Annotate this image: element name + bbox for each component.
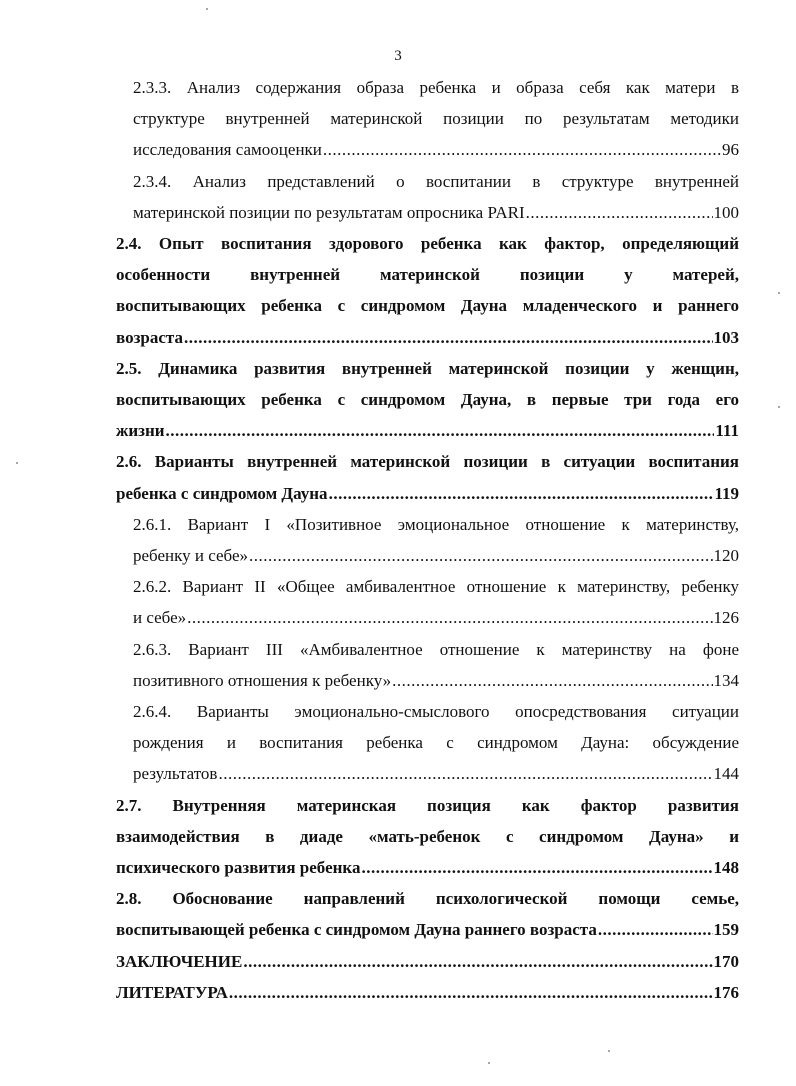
toc-line: 2.6.3. Вариант III «Амбивалентное отношение к материнству на фоне: [133, 639, 739, 659]
toc-page-number: 170: [713, 951, 739, 971]
toc-line: 2.4. Опыт воспитания здорового ребенка как фактор, определяющий: [116, 234, 739, 254]
toc-page-number: 144: [713, 764, 739, 784]
toc-line: ЗАКЛЮЧЕНИЕ: [116, 951, 243, 971]
toc-line: 2.6.2. Вариант II «Общее амбивалентное отношение к материнству, ребенку: [133, 577, 739, 597]
toc-line: 2.3.3. Анализ содержания образа ребенка и образа себя как матери в: [133, 78, 739, 97]
scan-speck: [488, 1062, 490, 1064]
toc-line: результатов: [133, 764, 218, 784]
toc-line: и себе»: [133, 608, 187, 628]
toc-entry-2-6-1[interactable]: [133, 509, 739, 571]
scan-speck: [778, 292, 780, 294]
toc-entry-2-3-4[interactable]: [133, 166, 739, 228]
toc-line: ребенка с синдромом Дауна: [116, 483, 328, 503]
toc-entry-conclusion[interactable]: [116, 946, 739, 977]
scan-speck: [206, 8, 208, 10]
toc-page-number: 103: [713, 327, 739, 347]
leader-dots: [184, 322, 713, 353]
toc-line: взаимодействия в диаде «мать-ребенок с синдромом Дауна» и: [116, 826, 739, 846]
scan-speck: [778, 406, 780, 408]
toc-page-number: 159: [713, 920, 739, 940]
toc-page-number: 111: [715, 421, 739, 441]
toc-line: воспитывающих ребенка с синдромом Дауна, в первые три года его: [116, 390, 739, 410]
toc-line: воспитывающих ребенка с синдромом Дауна младенческого и раннего: [116, 296, 739, 316]
scan-speck: [16, 462, 18, 464]
toc-entry-2-4[interactable]: [116, 228, 739, 353]
toc-entry-literature[interactable]: [116, 977, 739, 1008]
leader-dots: [329, 478, 714, 509]
toc-line: 2.7. Внутренняя материнская позиция как фактор развития: [116, 795, 739, 815]
table-of-contents: [0, 72, 796, 1008]
leader-dots: [249, 540, 713, 571]
leader-dots: [361, 852, 712, 883]
toc-entry-2-3-3[interactable]: [133, 72, 739, 166]
toc-line: возраста: [116, 327, 183, 347]
leader-dots: [392, 665, 712, 696]
toc-line: особенности внутренней материнской позиции у матерей,: [116, 265, 739, 285]
toc-entry-2-5[interactable]: [116, 353, 739, 447]
toc-line: 2.3.4. Анализ представлений о воспитании в структуре внутренней: [133, 171, 739, 191]
toc-entry-2-7[interactable]: [116, 790, 739, 884]
toc-line: 2.6. Варианты внутренней материнской позиции в ситуации воспитания: [116, 452, 739, 472]
toc-line: воспитывающей ребенка с синдромом Дауна раннего возраста: [116, 920, 597, 940]
toc-line: 2.8. Обоснование направлений психологической помощи семье,: [116, 889, 739, 909]
toc-entry-2-6-2[interactable]: [133, 571, 739, 633]
toc-entry-2-6[interactable]: [116, 446, 739, 508]
toc-entry-2-6-4[interactable]: [133, 696, 739, 790]
toc-page-number: 119: [714, 483, 739, 503]
toc-line: рождения и воспитания ребенка с синдромом Дауна: обсуждение: [133, 733, 739, 753]
toc-line: позитивного отношения к ребенку»: [133, 670, 392, 690]
leader-dots: [323, 134, 721, 165]
leader-dots: [526, 197, 713, 228]
toc-line: структуре внутренней материнской позиции по результатам методики: [133, 109, 739, 129]
toc-page-number: 148: [713, 858, 739, 878]
toc-line: ЛИТЕРАТУРА: [116, 982, 228, 1002]
toc-line: 2.6.4. Варианты эмоционально-смыслового опосредствования ситуации: [133, 702, 739, 722]
toc-page-number: 96: [722, 140, 739, 160]
toc-line: материнской позиции по результатам опросника PARI: [133, 202, 525, 222]
toc-line: психического развития ребенка: [116, 858, 361, 878]
leader-dots: [166, 415, 715, 446]
toc-page-number: 176: [713, 982, 739, 1002]
toc-line: ребенку и себе»: [133, 546, 248, 566]
toc-page-number: 120: [713, 546, 739, 566]
toc-entry-2-6-3[interactable]: [133, 634, 739, 696]
toc-page-number: 100: [713, 202, 739, 222]
toc-entry-2-8[interactable]: [116, 883, 739, 945]
leader-dots: [218, 758, 712, 789]
toc-page-number: 126: [713, 608, 739, 628]
scan-speck: [608, 1050, 610, 1052]
leader-dots: [229, 977, 713, 1008]
toc-line: 2.5. Динамика развития внутренней материнской позиции у женщин,: [116, 358, 739, 378]
leader-dots: [187, 602, 712, 633]
toc-page-number: 134: [713, 670, 739, 690]
leader-dots: [598, 914, 713, 945]
toc-line: 2.6.1. Вариант I «Позитивное эмоциональное отношение к материнству,: [133, 514, 739, 534]
leader-dots: [243, 946, 712, 977]
toc-line: жизни: [116, 421, 165, 441]
page-number: 3: [394, 48, 402, 64]
toc-line: исследования самооценки: [133, 140, 322, 160]
